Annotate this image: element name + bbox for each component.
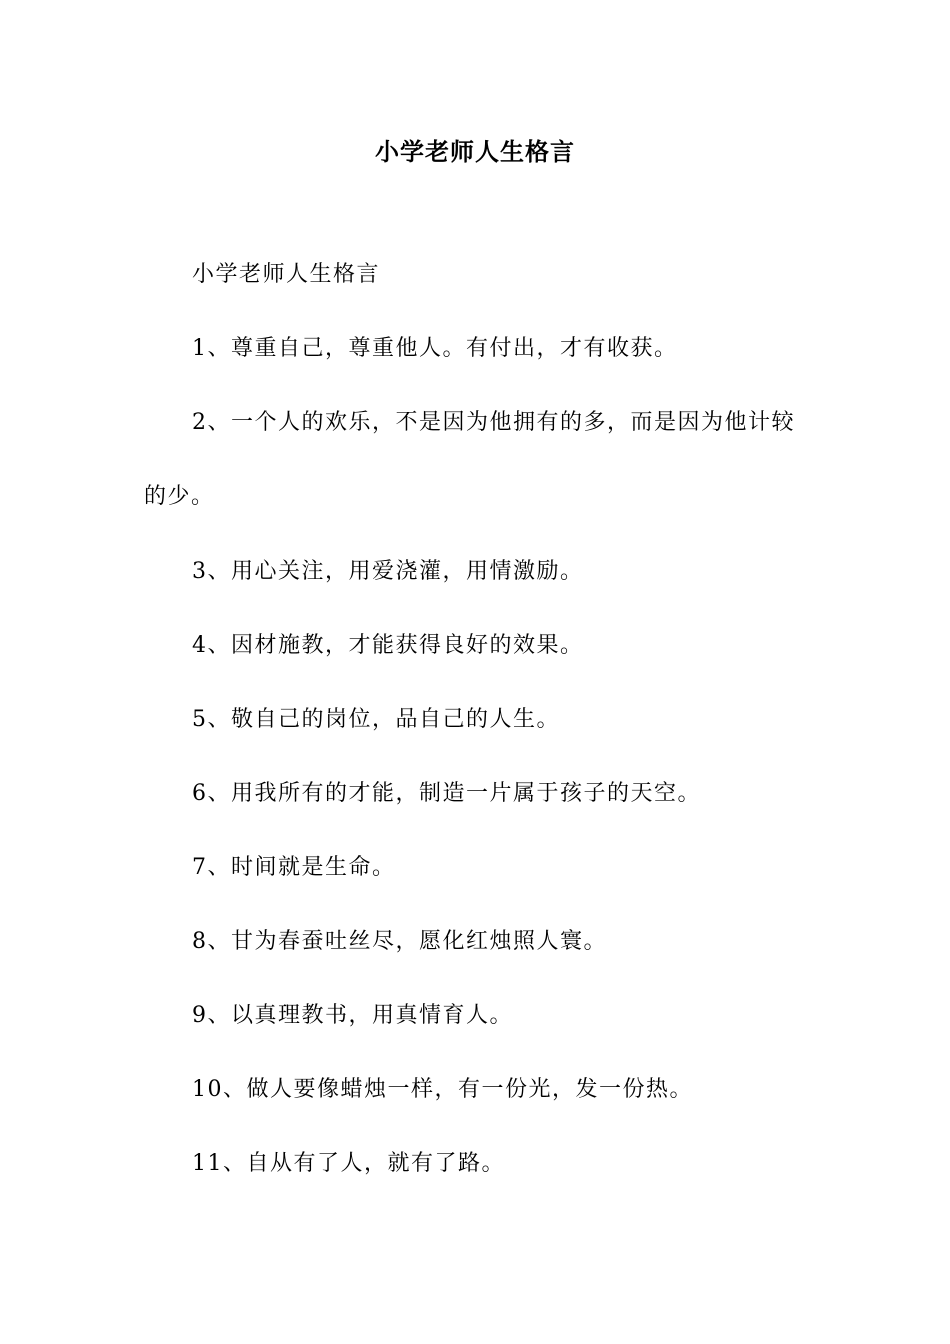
paragraph-quote-3: 3、用心关注，用爱浇灌，用情激励。 — [192, 559, 584, 584]
paragraph-quote-5: 5、敬自己的岗位，品自己的人生。 — [192, 707, 560, 732]
paragraph-quote-4: 4、因材施教，才能获得良好的效果。 — [192, 633, 584, 658]
paragraph-quote-10: 10、做人要像蜡烛一样，有一份光，发一份热。 — [192, 1077, 693, 1102]
paragraph-quote-6: 6、用我所有的才能，制造一片属于孩子的天空。 — [192, 781, 701, 806]
document-title: 小学老师人生格言 — [375, 137, 575, 166]
paragraph-quote-8: 8、甘为春蚕吐丝尽，愿化红烛照人寰。 — [192, 929, 607, 954]
paragraph-quote-2: 2、一个人的欢乐，不是因为他拥有的多，而是因为他计较的少。 — [144, 410, 795, 509]
document-body — [144, 256, 814, 1219]
paragraph-quote-11: 11、自从有了人，就有了路。 — [192, 1151, 505, 1176]
paragraph-quote-9: 9、以真理教书，用真情育人。 — [192, 1003, 513, 1028]
paragraph-quote-1: 1、尊重自己，尊重他人。有付出，才有收获。 — [192, 336, 678, 361]
paragraph-subtitle: 小学老师人生格言 — [192, 262, 381, 287]
paragraph-quote-7: 7、时间就是生命。 — [192, 855, 396, 880]
